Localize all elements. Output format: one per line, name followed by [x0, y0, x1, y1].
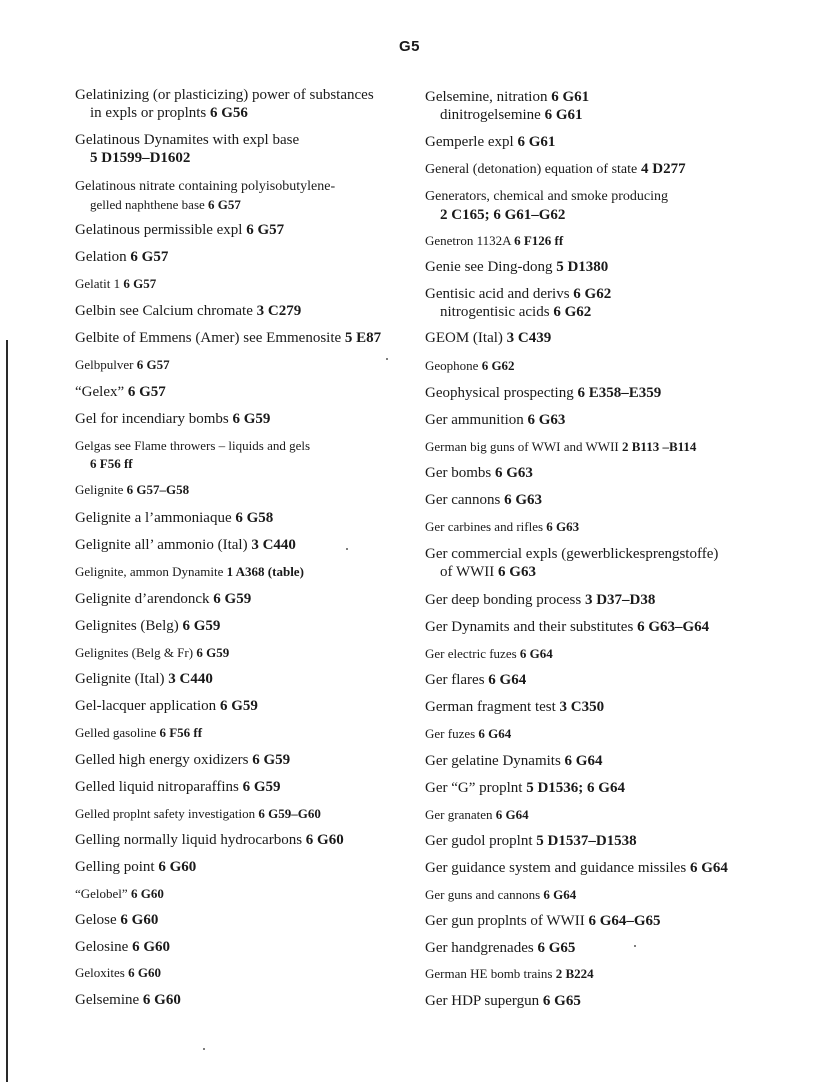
- index-entry: [425, 545, 755, 581]
- entry-refs: 6 G63: [527, 412, 566, 428]
- entry-term: Gelignite d’arendonck: [75, 591, 210, 607]
- entry-refs: 1 A368 (table): [226, 564, 304, 579]
- entry-refs: 4 D277: [641, 161, 686, 177]
- entry-term: Gelled liquid nitroparaffins: [75, 779, 239, 795]
- entry-term: Ger HDP supergun: [425, 993, 540, 1009]
- index-entry: [75, 509, 405, 527]
- entry-term: Ger deep bonding process: [425, 592, 582, 608]
- index-entry: [75, 805, 405, 823]
- index-entry: [425, 618, 755, 636]
- index-entry: [75, 885, 405, 903]
- entry-refs: 6 G64: [543, 887, 577, 902]
- entry-refs: 6 F126 ff: [514, 233, 564, 248]
- entry-refs: 6 G59: [219, 698, 258, 714]
- index-entry: [425, 285, 755, 321]
- index-entry: [425, 187, 755, 224]
- entry-term: Gelsemine, nitration: [425, 89, 548, 105]
- index-entry: [425, 886, 755, 904]
- index-entry: [425, 806, 755, 824]
- entry-refs: 6 G64: [519, 646, 553, 661]
- index-entry: [75, 131, 405, 167]
- index-entry: [425, 992, 755, 1010]
- index-entry: [75, 177, 405, 214]
- entry-refs: 3 C350: [559, 699, 605, 715]
- index-entry: [75, 858, 405, 876]
- index-entry: [75, 536, 405, 554]
- entry-term: Ger gelatine Dynamits: [425, 753, 561, 769]
- entry-refs: 6 G60: [128, 965, 161, 980]
- entry-refs: 6 G63: [498, 564, 536, 580]
- entry-refs: 5 D1537–D1538: [536, 833, 637, 849]
- entry-term: Ger electric fuzes: [425, 646, 517, 661]
- entry-refs: 6 G64: [689, 860, 728, 876]
- scan-edge-rule: [6, 340, 8, 1082]
- entry-term: Gelbpulver: [75, 357, 134, 372]
- index-entry: [425, 591, 755, 609]
- entry-term-cont: of WWII: [440, 564, 495, 580]
- entry-refs: 6 F56 ff: [159, 725, 203, 740]
- entry-refs: 6 G60: [142, 992, 181, 1008]
- entry-refs: 6 G57: [130, 249, 169, 265]
- index-entry: [425, 88, 755, 124]
- entry-refs: 6 G64: [488, 672, 527, 688]
- entry-term: Gelsemine: [75, 992, 140, 1008]
- entry-term-cont: nitrogentisic acids: [440, 304, 550, 320]
- index-entry: [75, 724, 405, 742]
- entry-refs: 6 G64–G65: [588, 913, 661, 929]
- index-entry: [75, 670, 405, 688]
- entry-refs: 3 C279: [256, 303, 302, 319]
- entry-term: Ger guidance system and guidance missiles: [425, 860, 687, 876]
- entry-refs: 6 E358–E359: [577, 385, 662, 401]
- entry-term: Gelignite: [75, 482, 124, 497]
- entry-term: Genetron 1132A: [425, 233, 511, 248]
- entry-term: Gelling normally liquid hydrocarbons: [75, 832, 303, 848]
- index-entry: [425, 411, 755, 429]
- index-entry: [75, 644, 405, 662]
- index-entry: [75, 437, 405, 473]
- index-entry: [425, 258, 755, 276]
- entry-term: “Gelobel”: [75, 886, 128, 901]
- entry-term: Ger commercial expls (gewerblickesprengstoffe): [425, 546, 719, 562]
- entry-refs: 5 D1599–D1602: [90, 150, 191, 166]
- entry-term: Ger flares: [425, 672, 485, 688]
- entry-term: Gelignites (Belg): [75, 618, 179, 634]
- entry-refs: 6 G63: [495, 465, 533, 481]
- entry-term: German big guns of WWI and WWII: [425, 439, 619, 454]
- entry-refs: 6 G57: [208, 197, 241, 212]
- index-entry: [425, 464, 755, 482]
- index-entry: [425, 698, 755, 716]
- index-entry: [425, 357, 755, 375]
- entry-term: Gelignites (Belg & Fr): [75, 645, 194, 660]
- entry-refs: 6 G60: [130, 886, 164, 901]
- entry-term: Gelbite of Emmens (Amer) see Emmenosite: [75, 330, 342, 346]
- entry-refs: 2 B224: [555, 966, 594, 981]
- entry-term: Gel for incendiary bombs: [75, 411, 229, 427]
- index-entry: [75, 697, 405, 715]
- entry-term: Geophysical prospecting: [425, 385, 574, 401]
- entry-refs: 6 G65: [537, 940, 576, 956]
- entry-term: Ger “G” proplnt: [425, 780, 523, 796]
- entry-term: Gelatit 1: [75, 276, 121, 291]
- index-entry: [75, 86, 405, 122]
- index-entry: [75, 275, 405, 293]
- entry-term: Gel-lacquer application: [75, 698, 217, 714]
- entry-term: Ger ammunition: [425, 412, 524, 428]
- index-entry: [75, 617, 405, 635]
- entry-refs: 6 G64: [478, 726, 512, 741]
- entry-refs: 6 G60: [305, 832, 344, 848]
- index-entry: [75, 590, 405, 608]
- entry-refs: 6 G59: [232, 411, 271, 427]
- entry-refs: 6 G62: [481, 358, 515, 373]
- entry-term: Gelgas see Flame throwers – liquids and gels: [75, 438, 311, 453]
- entry-term: Gelatinous Dynamites with expl base: [75, 132, 300, 148]
- index-entry: [425, 671, 755, 689]
- entry-refs: 3 C440: [251, 537, 296, 553]
- entry-refs: 6 G57–G58: [126, 482, 190, 497]
- entry-refs: 6 G60: [158, 859, 197, 875]
- entry-term: GEOM (Ital): [425, 330, 503, 346]
- index-entry: [425, 912, 755, 930]
- entry-term: Gemperle expl: [425, 134, 514, 150]
- entry-refs: 5 E87: [344, 330, 382, 346]
- index-entry: [425, 491, 755, 509]
- entry-refs: 6 G59: [252, 752, 291, 768]
- entry-refs: 6 G63–G64: [637, 619, 710, 635]
- index-entry: [75, 991, 405, 1009]
- entry-term-cont: in expls or proplnts: [90, 105, 207, 121]
- index-entry: [425, 779, 755, 797]
- entry-refs: 6 G63: [504, 492, 543, 508]
- entry-term: Ger bombs: [425, 465, 492, 481]
- index-entry: [75, 778, 405, 796]
- entry-refs: 6 G58: [235, 510, 274, 526]
- index-entry: [425, 939, 755, 957]
- index-entry: [75, 356, 405, 374]
- entry-refs: 6 G59: [242, 779, 281, 795]
- entry-term: Gelatinizing (or plasticizing) power of substances: [75, 87, 374, 103]
- entry-refs: 6 G63: [546, 519, 580, 534]
- index-entry: [75, 383, 405, 401]
- entry-refs: 6 G61: [551, 89, 590, 105]
- index-entry: [75, 248, 405, 266]
- entry-term-cont: dinitrogelsemine: [440, 107, 541, 123]
- index-entry: [75, 221, 405, 239]
- entry-term-cont: gelled naphthene base: [90, 197, 205, 212]
- entry-refs: 6 G56: [210, 105, 248, 121]
- entry-refs: 6 G59: [213, 591, 252, 607]
- entry-term: Ger handgrenades: [425, 940, 534, 956]
- entry-refs: 3 D37–D38: [584, 592, 656, 608]
- entry-term: Ger guns and cannons: [425, 887, 541, 902]
- entry-term: Gelosine: [75, 939, 129, 955]
- index-entry: [425, 438, 755, 456]
- entry-term: “Gelex”: [75, 384, 125, 400]
- entry-refs: 2 C165; 6 G61–G62: [440, 207, 566, 223]
- entry-refs: 6 G64: [495, 807, 529, 822]
- entry-refs: 3 C440: [168, 671, 213, 687]
- entry-term: Gelatinous permissible expl: [75, 222, 243, 238]
- entry-refs: 6 G59: [196, 645, 230, 660]
- entry-term: Gelled proplnt safety investigation: [75, 806, 256, 821]
- entry-refs: 6 G57: [246, 222, 285, 238]
- entry-term: Gelignite all’ ammonio (Ital): [75, 537, 248, 553]
- index-entry: [425, 965, 755, 983]
- entry-term: Geophone: [425, 358, 479, 373]
- entry-term: Ger gudol proplnt: [425, 833, 533, 849]
- index-entry: [75, 302, 405, 320]
- index-entry: [75, 329, 405, 347]
- entry-refs: 2 B113 –B114: [622, 439, 697, 454]
- entry-refs: 6 G61: [544, 107, 583, 123]
- entry-refs: 6 G61: [517, 134, 556, 150]
- entry-refs: 6 G57: [123, 276, 157, 291]
- entry-refs: 6 G57: [127, 384, 166, 400]
- entry-term: Gelbin see Calcium chromate: [75, 303, 253, 319]
- entry-refs: 6 G59: [182, 618, 221, 634]
- index-entry: [75, 911, 405, 929]
- entry-refs: 6 G65: [542, 993, 581, 1009]
- entry-term: Gelose: [75, 912, 117, 928]
- index-entry: [425, 725, 755, 743]
- entry-refs: 5 D1380: [556, 259, 609, 275]
- entry-term: Gelatinous nitrate containing polyisobutylene-: [75, 179, 336, 194]
- index-entry: [75, 481, 405, 499]
- index-entry: [425, 645, 755, 663]
- index-entry: [425, 329, 755, 347]
- index-entry: [425, 752, 755, 770]
- entry-refs: 3 C439: [506, 330, 552, 346]
- entry-term: Gelled high energy oxidizers: [75, 752, 249, 768]
- index-entry: [75, 964, 405, 982]
- entry-term: German fragment test: [425, 699, 556, 715]
- entry-refs: 6 F56 ff: [90, 456, 133, 471]
- scan-speck: [203, 1048, 205, 1050]
- index-entry: [425, 859, 755, 877]
- entry-term: Gelignite a l’ammoniaque: [75, 510, 232, 526]
- entry-refs: 5 D1536; 6 G64: [526, 780, 625, 796]
- entry-term: Gelation: [75, 249, 127, 265]
- index-entry: [75, 751, 405, 769]
- entry-refs: 6 G62: [553, 304, 592, 320]
- entry-term: General (detonation) equation of state: [425, 162, 638, 177]
- entry-refs: 6 G57: [136, 357, 170, 372]
- index-entry: [425, 232, 755, 250]
- entry-term: Ger fuzes: [425, 726, 476, 741]
- entry-term: Ger carbines and rifles: [425, 519, 544, 534]
- entry-term: Genie see Ding-dong: [425, 259, 553, 275]
- entry-refs: 6 G59–G60: [258, 806, 321, 821]
- entry-term: Ger Dynamits and their substitutes: [425, 619, 634, 635]
- entry-term: Ger gun proplnts of WWII: [425, 913, 585, 929]
- entry-term: Geloxites: [75, 965, 125, 980]
- entry-term: Gelling point: [75, 859, 155, 875]
- index-entry: [425, 832, 755, 850]
- entry-term: Ger granaten: [425, 807, 493, 822]
- entry-refs: 6 G60: [120, 912, 159, 928]
- entry-refs: 6 G60: [132, 939, 170, 955]
- index-entry: [75, 410, 405, 428]
- index-entry: [75, 563, 405, 581]
- entry-term: Gentisic acid and derivs: [425, 286, 570, 302]
- entry-term: Gelignite (Ital): [75, 671, 165, 687]
- entry-term: Gelled gasoline: [75, 725, 157, 740]
- entry-term: Ger cannons: [425, 492, 501, 508]
- index-entry: [425, 160, 755, 179]
- entry-term: Gelignite, ammon Dynamite: [75, 564, 224, 579]
- entry-refs: 6 G62: [573, 286, 612, 302]
- index-entry: [425, 133, 755, 151]
- entry-term: Generators, chemical and smoke producing: [425, 189, 668, 204]
- entry-term: German HE bomb trains: [425, 966, 553, 981]
- page-number: G5: [398, 38, 420, 55]
- index-entry: [425, 384, 755, 402]
- index-entry: [75, 831, 405, 849]
- index-entry: [425, 518, 755, 536]
- index-entry: [75, 938, 405, 956]
- entry-refs: 6 G64: [564, 753, 603, 769]
